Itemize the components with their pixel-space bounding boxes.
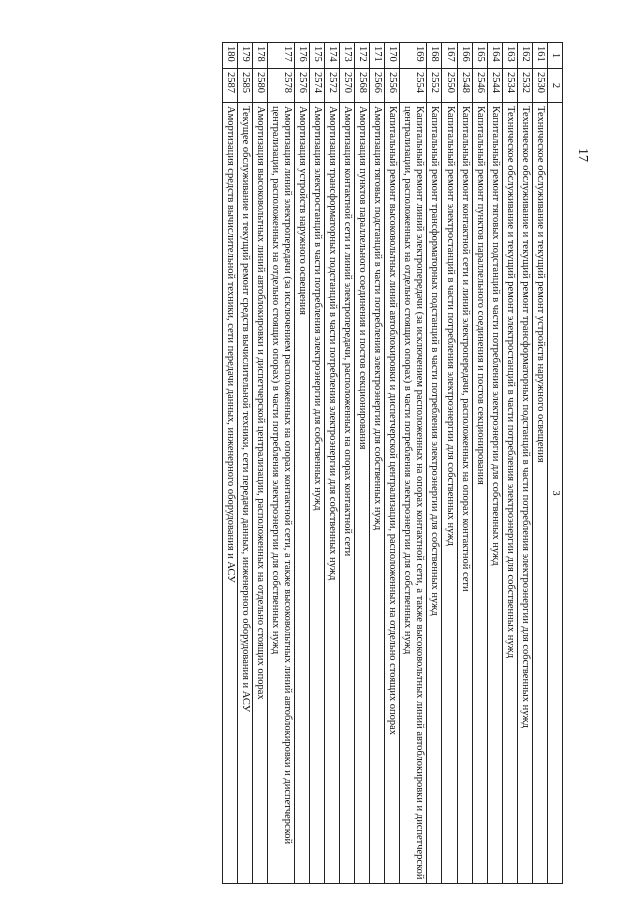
table-header-row (547, 43, 562, 884)
row-number-cell: 172 (355, 43, 370, 69)
table-row (267, 43, 294, 884)
row-code-cell: 2546 (472, 69, 487, 103)
row-code-cell: 2578 (267, 69, 294, 103)
table-row (487, 43, 502, 884)
header-col-3: 3 (547, 103, 562, 884)
row-description-cell: Капитальный ремонт пунктов параллельного соединения и постов секционирования (472, 103, 487, 884)
row-number-cell: 164 (487, 43, 502, 69)
row-code-cell: 2550 (442, 69, 457, 103)
table-row (309, 43, 324, 884)
row-number-cell: 166 (457, 43, 472, 69)
row-code-cell: 2534 (502, 69, 517, 103)
row-number-cell: 179 (237, 43, 252, 69)
table-body (222, 43, 547, 884)
row-description-cell: Техническое обслуживание и текущий ремонт устройств наружного освещения (532, 103, 547, 884)
row-description-cell: Капитальный ремонт высоковольтных линий автоблокировки и диспетчерской централизации, расположенных на отдельно стоящих опорах (385, 103, 400, 884)
data-table (222, 42, 563, 884)
row-code-cell: 2587 (222, 69, 237, 103)
row-description-cell: Амортизация электростанций в части потребления электроэнергии для собственных нужд (309, 103, 324, 884)
row-number-cell: 169 (400, 43, 427, 69)
row-number-cell: 162 (517, 43, 532, 69)
row-description-cell: Капитальный ремонт электростанций в части потребления электроэнергии для собственных нужд (442, 103, 457, 884)
row-description-cell: Амортизация устройств наружного освещения (294, 103, 309, 884)
table-row (340, 43, 355, 884)
row-number-cell: 168 (427, 43, 442, 69)
table-row (472, 43, 487, 884)
row-code-cell: 2570 (340, 69, 355, 103)
row-description-cell: Капитальный ремонт линий электропередачи (за исключением расположенных на опорах контактной сети, а также высоковольтных линий автоблокировки и диспетчерской централизации, расположенных на отдельно стоящих опорах) в части потребления электроэнергии для собственных нужд (400, 103, 427, 884)
row-description-cell: Амортизация трансформаторных подстанций в части потребления электроэнергии для собственных нужд (325, 103, 340, 884)
header-col-2: 2 (547, 69, 562, 103)
row-code-cell: 2576 (294, 69, 309, 103)
row-description-cell: Текущее обслуживание и текущий ремонт средств вычислительной техники, сети передачи данных, инженерного оборудования и АСУ (237, 103, 252, 884)
row-description-cell: Амортизация средств вычислительной техники, сети передачи данных, инженерного оборудования и АСУ (222, 103, 237, 884)
page-number: 17 (575, 148, 590, 162)
table-row (532, 43, 547, 884)
row-number-cell: 167 (442, 43, 457, 69)
row-number-cell: 175 (309, 43, 324, 69)
row-code-cell: 2554 (400, 69, 427, 103)
row-description-cell: Капитальный ремонт тяговых подстанций в части потребления электроэнергии для собственных нужд (487, 103, 502, 884)
row-description-cell: Амортизация высоковольтных линий автоблокировки и диспетчерской централизации, расположенных на отдельно стоящих опорах (252, 103, 267, 884)
row-description-cell: Капитальный ремонт трансформаторных подстанций в части потребления электроэнергии для собственных нужд (427, 103, 442, 884)
row-code-cell: 2532 (517, 69, 532, 103)
row-number-cell: 173 (340, 43, 355, 69)
header-col-1: 1 (547, 43, 562, 69)
table-row (457, 43, 472, 884)
row-number-cell: 180 (222, 43, 237, 69)
row-description-cell: Техническое обслуживание и текущий ремонт трансформаторных подстанций в части потребления электроэнергии для собственных нужд (517, 103, 532, 884)
row-number-cell: 177 (267, 43, 294, 69)
row-code-cell: 2574 (309, 69, 324, 103)
row-description-cell: Амортизация контактной сети и линий электропередачи, расположенных на опорах контактной сети (340, 103, 355, 884)
table-row (370, 43, 385, 884)
row-code-cell: 2572 (325, 69, 340, 103)
table-row (355, 43, 370, 884)
table-row (427, 43, 442, 884)
table-row (385, 43, 400, 884)
row-number-cell: 174 (325, 43, 340, 69)
table-row (325, 43, 340, 884)
row-number-cell: 176 (294, 43, 309, 69)
row-code-cell: 2544 (487, 69, 502, 103)
row-code-cell: 2556 (385, 69, 400, 103)
row-description-cell: Капитальный ремонт контактной сети и линий электропередачи, расположенных на опорах контактной сети (457, 103, 472, 884)
table-row (252, 43, 267, 884)
row-number-cell: 165 (472, 43, 487, 69)
row-description-cell: Техническое обслуживание и текущий ремонт электростанций в части потребления электроэнергии для собственных нужд (502, 103, 517, 884)
row-description-cell: Амортизация тяговых подстанций в части потребления электроэнергии для собственных нужд (370, 103, 385, 884)
table-row (294, 43, 309, 884)
row-description-cell: Амортизация пунктов параллельного соединения и постов секционирования (355, 103, 370, 884)
rotated-table-container (222, 42, 563, 884)
row-code-cell: 2548 (457, 69, 472, 103)
table-row (237, 43, 252, 884)
row-code-cell: 2568 (355, 69, 370, 103)
table-row (502, 43, 517, 884)
row-code-cell: 2585 (237, 69, 252, 103)
row-code-cell: 2566 (370, 69, 385, 103)
row-code-cell: 2552 (427, 69, 442, 103)
row-code-cell: 2580 (252, 69, 267, 103)
table-row (222, 43, 237, 884)
table-row (400, 43, 427, 884)
row-number-cell: 170 (385, 43, 400, 69)
row-number-cell: 163 (502, 43, 517, 69)
row-code-cell: 2530 (532, 69, 547, 103)
row-number-cell: 171 (370, 43, 385, 69)
row-number-cell: 161 (532, 43, 547, 69)
row-description-cell: Амортизация линий электропередачи (за исключением расположенных на опорах контактной сети, а также высоковольтных линий автоблокировки и диспетчерской централизации, расположенных на отдельно стоящих опорах) в части потребления электроэнергии для собственных нужд (267, 103, 294, 884)
table-row (517, 43, 532, 884)
row-number-cell: 178 (252, 43, 267, 69)
table-row (442, 43, 457, 884)
